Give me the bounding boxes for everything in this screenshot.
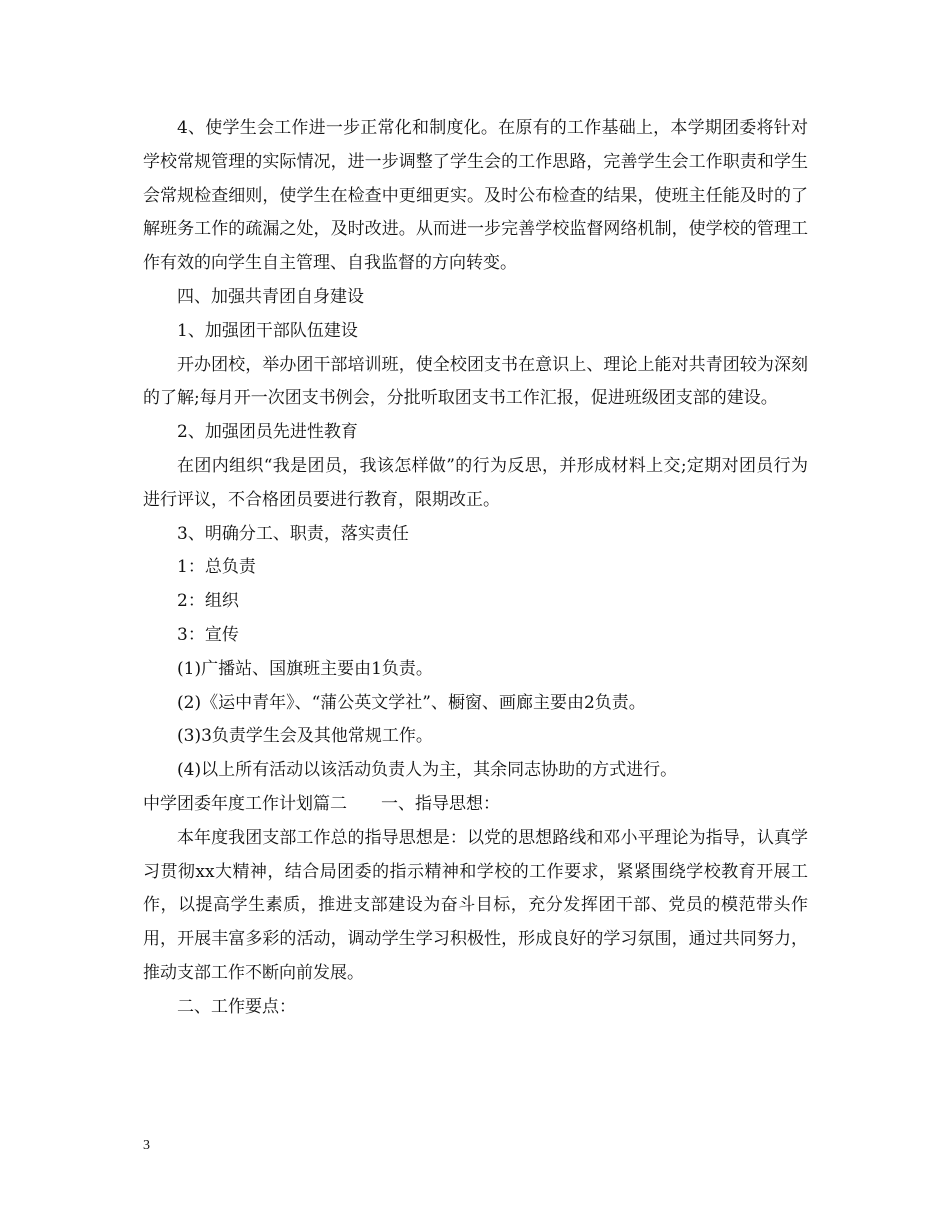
paragraph: 4、使学生会工作进一步正常化和制度化。在原有的工作基础上，本学期团委将针对学校常规管理的实际情况，进一步调整了学生会的工作思路，完善学生会工作职责和学生会常规检查细则，使学生在检查中更细更实。及时公布检查的结果，使班主任能及时的了解班务工作的疏漏之处，及时改进。从而进一步完善学校监督网络机制，使学校的管理工作有效的向学生自主管理、自我监督的方向转变。: [143, 118, 808, 274]
subsection-heading: 1、加强团干部队伍建设: [177, 320, 358, 341]
list-item: 1：总负责: [177, 557, 256, 578]
paragraph: 本年度我团支部工作总的指导思想是：以党的思想路线和邓小平理论为指导，认真学习贯彻xx大精神，结合局团委的指示精神和学校的工作要求，紧紧围绕学校教育开展工作，以提高学生素质，推进支部建设为奋斗目标，充分发挥团干部、党员的模范带头作用，开展丰富多彩的活动，调动学生学习积极性，形成良好的学习氛围，通过共同努力，推动支部工作不断向前发展。: [143, 827, 808, 983]
section-heading: 四、加强共青团自身建设: [177, 286, 364, 307]
list-item: (1)广播站、国旗班主要由1负责。: [177, 658, 433, 679]
section-heading: 二、工作要点：: [177, 996, 296, 1017]
list-item: (3)3负责学生会及其他常规工作。: [177, 726, 433, 747]
list-item: 2：组织: [177, 591, 239, 612]
document-title-line: 中学团委年度工作计划篇二 一、指导思想：: [143, 793, 500, 814]
subsection-heading: 2、加强团员先进性教育: [177, 422, 358, 443]
paragraph: 在团内组织“我是团员，我该怎样做”的行为反思，并形成材料上交;定期对团员行为进行评议，不合格团员要进行教育，限期改正。: [143, 455, 808, 510]
page-number: 3: [143, 1138, 150, 1153]
paragraph: 开办团校，举办团干部培训班，使全校团支书在意识上、理论上能对共青团较为深刻的了解;每月开一次团支书例会，分批听取团支书工作汇报，促进班级团支部的建设。: [143, 354, 808, 409]
list-item: 3：宣传: [177, 624, 239, 645]
list-item: (4)以上所有活动以该活动负责人为主，其余同志协助的方式进行。: [177, 760, 678, 781]
document-body: [143, 112, 808, 1025]
list-item: (2)《运中青年》、“蒲公英文学社”、橱窗、画廊主要由2负责。: [177, 692, 646, 713]
subsection-heading: 3、明确分工、职责，落实责任: [177, 523, 409, 544]
